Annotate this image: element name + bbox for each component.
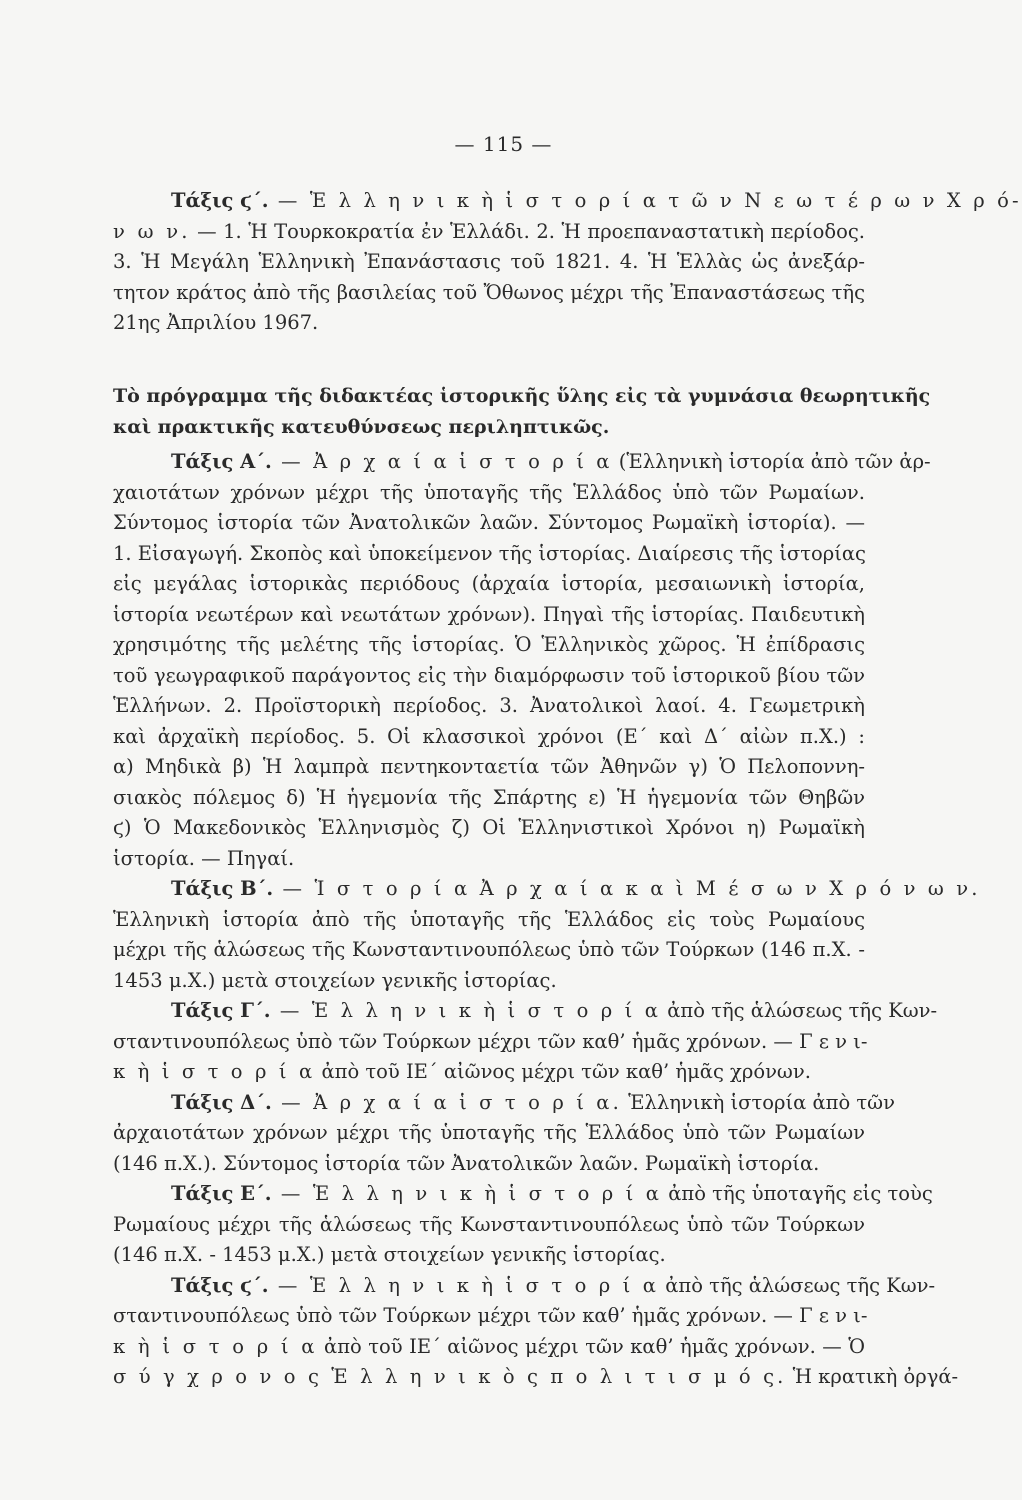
text-line	[113, 600, 865, 631]
line-text: ἀπὸ τοῦ ΙΕ΄ αἰῶνος μέχρι τῶν καθ’ ἡμᾶς χρόνων.	[315, 1060, 811, 1083]
text-line	[113, 186, 1022, 217]
line-text: σταντινουπόλεως ὑπὸ τῶν Τούρκων μέχρι τῶν καθ’ ἡμᾶς χρόνων. — Γ ε ν ι-	[113, 1029, 868, 1053]
line-text: Ρωμαίους μέχρι τῆς ἁλώσεως τῆς Κωνσταντινουπόλεως ὑπὸ τῶν Τούρκων	[113, 1212, 865, 1236]
line-text: τοῦ γεωγραφικοῦ παράγοντος εἰς τὴν διαμόρφωσιν τοῦ ἱστορικοῦ βίου τῶν	[113, 663, 865, 687]
line-text: ἀπὸ τῆς ἁλώσεως τῆς Κων-	[659, 1273, 936, 1297]
section-class-vi-modern-history	[113, 186, 1022, 339]
text-line	[113, 217, 865, 248]
text-line	[113, 966, 865, 997]
class-label: Τάξις ϛ΄.	[171, 189, 269, 212]
line-text: 1. Εἰσαγωγή. Σκοπὸς καὶ ὑποκείμενον τῆς ἱστορίας. Διαίρεσις τῆς ἱστορίας	[113, 541, 866, 565]
text-line	[113, 1210, 865, 1241]
heading-line: Τὸ πρόγραμμα τῆς διδακτέας ἱστορικῆς ὕλης εἰς τὰ γυμνάσια θεωρητικῆς	[113, 385, 931, 407]
text-line	[113, 691, 865, 722]
line-text: χρησιμότης τῆς μελέτης τῆς ἱστορίας. Ὁ Ἑλληνικὸς χῶρος. Ἡ ἐπίδρασις	[113, 633, 865, 656]
spaced-emphasis: — Ἱ σ τ ο ρ ί α Ἀ ρ χ α ί α κ α ὶ Μ έ σ ω ν Χ ρ ό ν ω ν.	[273, 877, 981, 900]
line-text: ἀπὸ τοῦ ΙΕ΄ αἰῶνος μέχρι τῶν καθ’ ἡμᾶς χρόνων. — Ὁ	[317, 1334, 865, 1358]
line-text: σταντινουπόλεως ὑπὸ τῶν Τούρκων μέχρι τῶν καθ’ ἡμᾶς χρόνων. — Γ ε ν ι-	[113, 1304, 868, 1327]
line-text: (146 π.Χ.). Σύντομος ἱστορία τῶν Ἀνατολικῶν λαῶν. Ρωμαϊκὴ ἱστορία.	[113, 1151, 820, 1175]
text-line	[113, 508, 865, 539]
spaced-emphasis: — Ἀ ρ χ α ί α ἱ σ τ ο ρ ί α	[271, 450, 613, 473]
line-text: 1453 μ.Χ.) μετὰ στοιχείων γενικῆς ἱστορίας.	[113, 968, 557, 992]
line-text: α) Μηδικὰ β) Ἡ λαμπρὰ πεντηκονταετία τῶν Ἀθηνῶν γ) Ὁ Πελοποννη-	[113, 755, 865, 778]
spaced-emphasis: ν ω ν.	[113, 219, 191, 243]
text-line	[113, 752, 865, 783]
spaced-emphasis: — Ἑ λ λ η ν ι κ ὴ ἱ σ τ ο ρ ί α	[271, 1182, 663, 1205]
text-line	[113, 1240, 865, 1271]
text-line	[113, 1027, 868, 1058]
class-label: Τάξις Β΄.	[171, 877, 274, 900]
text-line	[113, 996, 938, 1027]
line-text: ἱστορία νεωτέρων καὶ νεωτάτων χρόνων). Πηγαὶ τῆς ἱστορίας. Παιδευτικὴ	[113, 602, 865, 626]
text-line	[113, 722, 865, 753]
text-line	[113, 1179, 933, 1210]
line-text: 21ης Ἀπριλίου 1967.	[113, 311, 319, 334]
text-line	[113, 1301, 868, 1332]
spaced-emphasis: — Ἀ ρ χ α ί α ἱ σ τ ο ρ ί α.	[271, 1090, 622, 1114]
class-label: Τάξις Ε΄.	[171, 1182, 272, 1205]
line-text: ἀπὸ τῆς ὑποταγῆς εἰς τοὺς	[662, 1182, 933, 1205]
text-line	[113, 1149, 865, 1180]
text-line	[113, 1271, 936, 1302]
line-text: (Ἑλληνικὴ ἱστορία ἀπὸ τῶν ἀρ-	[612, 450, 931, 473]
text-line	[113, 844, 865, 875]
text-line	[113, 935, 865, 966]
spaced-emphasis: κ ὴ ἱ σ τ ο ρ ί α	[113, 1060, 316, 1083]
text-line	[113, 783, 865, 814]
line-text: εἰς μεγάλας ἱστορικὰς περιόδους (ἀρχαία ἱστορία, μεσαιωνικὴ ἱστορία,	[113, 572, 865, 595]
line-text: μέχρι τῆς ἁλώσεως τῆς Κωνσταντινουπόλεως ὑπὸ τῶν Τούρκων (146 π.Χ. -	[113, 938, 865, 961]
class-label: Τάξις Δ΄.	[171, 1090, 272, 1114]
line-text: Ἑλληνικὴ ἱστορία ἀπὸ τῆς ὑποταγῆς τῆς Ἑλλάδος εἰς τοὺς Ρωμαίους	[113, 907, 865, 931]
text-line	[113, 813, 865, 844]
line-text: ἱστορία. — Πηγαί.	[113, 846, 295, 870]
text-line	[113, 1332, 865, 1363]
line-text: ϛ) Ὁ Μακεδονικὸς Ἑλληνισμὸς ζ) Οἱ Ἑλληνιστικοὶ Χρόνοι η) Ρωμαϊκὴ	[113, 816, 865, 839]
heading-line: καὶ πρακτικῆς κατευθύνσεως περιληπτικῶς.	[113, 415, 610, 438]
line-text: σιακὸς πόλεμος δ) Ἡ ἡγεμονία τῆς Σπάρτης ε) Ἡ ἡγεμονία τῶν Θηβῶν	[113, 785, 865, 809]
text-line	[113, 661, 865, 692]
spaced-emphasis: — Ἑ λ λ η ν ι κ ὴ ἱ σ τ ο ρ ί α	[268, 1273, 660, 1297]
text-line	[113, 539, 865, 570]
text-line	[113, 308, 865, 339]
text-line	[113, 905, 865, 936]
line-text: Ἑλληνικὴ ἱστορία ἀπὸ τῶν	[621, 1090, 895, 1114]
text-line	[113, 478, 865, 509]
line-text: — 1. Ἡ Τουρκοκρατία ἐν Ἑλλάδι. 2. Ἡ προεπαναστατικὴ περίοδος.	[190, 219, 865, 243]
line-text: τητον κράτος ἀπὸ τῆς βασιλείας τοῦ Ὄθωνος μέχρι τῆς Ἐπαναστάσεως τῆς	[113, 280, 865, 304]
spaced-emphasis: σ ύ γ χ ρ ο ν ο ς Ἑ λ λ η ν ι κ ὸ ς π ο λ ι τ ι σ μ ό ς.	[113, 1365, 787, 1388]
line-text: 3. Ἡ Μεγάλη Ἑλληνικὴ Ἐπανάστασις τοῦ 1821. 4. Ἡ Ἑλλὰς ὡς ἀνεξάρ-	[113, 250, 865, 273]
text-line	[113, 247, 865, 278]
line-text: Σύντομος ἱστορία τῶν Ἀνατολικῶν λαῶν. Σύντομος Ρωμαϊκὴ ἱστορία). —	[113, 511, 865, 534]
text-line	[113, 569, 865, 600]
class-label: Τάξις Α΄.	[171, 450, 272, 473]
text-line	[113, 278, 865, 309]
line-text: καὶ ἀρχαϊκὴ περίοδος. 5. Οἱ κλασσικοὶ χρόνοι (Ε΄ καὶ Δ΄ αἰὼν π.Χ.) :	[113, 724, 865, 748]
class-label: Τάξις ϛ΄.	[171, 1273, 269, 1297]
text-line	[113, 1088, 895, 1119]
line-text: Ἑλλήνων. 2. Προϊστορικὴ περίοδος. 3. Ἀνατολικοὶ λαοί. 4. Γεωμετρικὴ	[113, 694, 865, 717]
line-text: ἀρχαιοτάτων χρόνων μέχρι τῆς ὑποταγῆς τῆς Ἑλλάδος ὑπὸ τῶν Ρωμαίων	[113, 1121, 865, 1144]
line-text: Ἡ κρατικὴ ὀργά-	[786, 1365, 959, 1388]
text-line	[113, 447, 931, 478]
page-number: — 115 —	[454, 132, 553, 156]
spaced-emphasis: — Ἑ λ λ η ν ι κ ὴ ἱ σ τ ο ρ ί α	[270, 999, 662, 1022]
line-text: χαιοτάτων χρόνων μέχρι τῆς ὑποταγῆς τῆς Ἑλλάδος ὑπὸ τῶν Ρωμαίων.	[113, 480, 865, 504]
text-line	[113, 1118, 865, 1149]
line-text: ἀπὸ τῆς ἁλώσεως τῆς Κων-	[661, 999, 938, 1022]
class-label: Τάξις Γ΄.	[171, 999, 271, 1022]
section-class-programs	[113, 447, 981, 1393]
text-line	[113, 874, 981, 905]
text-line	[113, 1057, 865, 1088]
line-text: (146 π.Χ. - 1453 μ.Χ.) μετὰ στοιχείων γενικῆς ἱστορίας.	[113, 1243, 666, 1266]
spaced-emphasis: κ ὴ ἱ σ τ ο ρ ί α	[113, 1334, 318, 1358]
text-line	[113, 1362, 959, 1393]
text-line	[113, 630, 865, 661]
program-heading	[113, 381, 931, 442]
spaced-emphasis: — Ἑ λ λ η ν ι κ ὴ ἱ σ τ ο ρ ί α τ ῶ ν Ν ε ω τ έ ρ ω ν Χ ρ ό-	[268, 189, 1022, 212]
